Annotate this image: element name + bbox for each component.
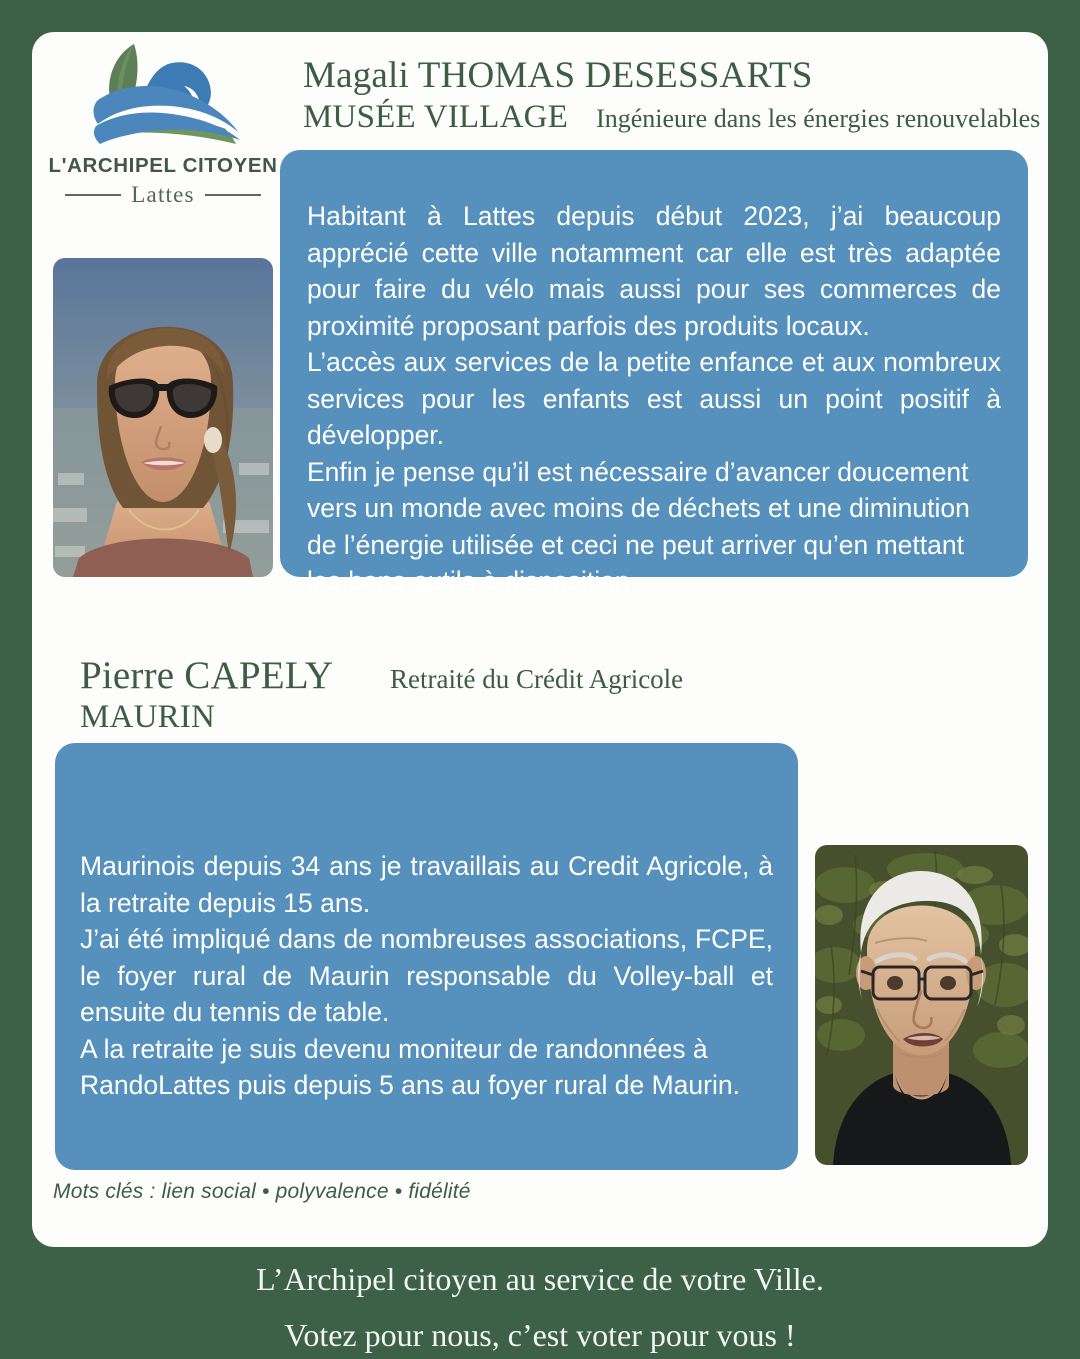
quote-box-magali [280, 150, 1028, 596]
quote-box-pierre [55, 743, 798, 1170]
brand-logo [48, 38, 278, 213]
rule-right [205, 194, 261, 196]
brand-name: L'ARCHIPEL CITOYEN [48, 154, 278, 177]
person-name: Magali THOMAS DESESSARTS [303, 55, 813, 96]
footer-slogan [0, 1255, 1080, 1359]
quote-paragraph: Maurinois depuis 34 ans je travaillais au Credit Agricole, à la retraite depuis 15 ans. [80, 851, 773, 918]
brand-city-row [53, 182, 273, 208]
person-place: MAURIN [80, 699, 216, 735]
quote-paragraph: Enfin je pense qu’il est nécessaire d’avancer doucement vers un monde avec moins de déchets et une diminution de l’énergie utilisée et ceci ne peut arriver qu’en mettant les bons outils à disposition. [307, 456, 970, 596]
portrait-magali [53, 258, 273, 577]
person-role: Ingénieure dans les énergies renouvelables [596, 104, 1041, 133]
brand-city: Lattes [131, 182, 195, 207]
quote-paragraph: Habitant à Lattes depuis début 2023, j’ai beaucoup apprécié cette ville notamment car elle est très adaptée pour faire du vélo mais aussi pour ses commerces de proximité proposant parfois des produits locaux. [307, 201, 1001, 341]
footer-line-2: Votez pour nous, c’est voter pour vous ! [284, 1317, 796, 1353]
keywords-line: Mots clés : lien social • polyvalence • fidélité [53, 1180, 471, 1203]
person-name: Pierre CAPELY [80, 654, 334, 697]
person-role: Retraité du Crédit Agricole [390, 664, 684, 694]
person-heading-magali [303, 55, 1041, 139]
quote-paragraph: L’accès aux services de la petite enfance et aux nombreux services pour les enfants est aussi un point positif à développer. [307, 347, 1001, 450]
footer-line-1: L’Archipel citoyen au service de votre Ville. [256, 1261, 824, 1297]
quote-paragraph: J’ai été impliqué dans de nombreuses associations, FCPE, le foyer rural de Maurin responsable du Volley-ball et ensuite du tennis de table. [80, 924, 773, 1027]
person-subheading-row [303, 97, 1041, 139]
rule-left [65, 194, 121, 196]
person-place: MUSÉE VILLAGE [303, 99, 569, 135]
portrait-pierre [815, 845, 1028, 1165]
quote-paragraph: A la retraite je suis devenu moniteur de randonnées à RandoLattes puis depuis 5 ans au foyer rural de Maurin. [80, 1033, 740, 1100]
leaf-wave-logo-icon [76, 38, 251, 158]
person-heading-pierre [80, 655, 810, 737]
